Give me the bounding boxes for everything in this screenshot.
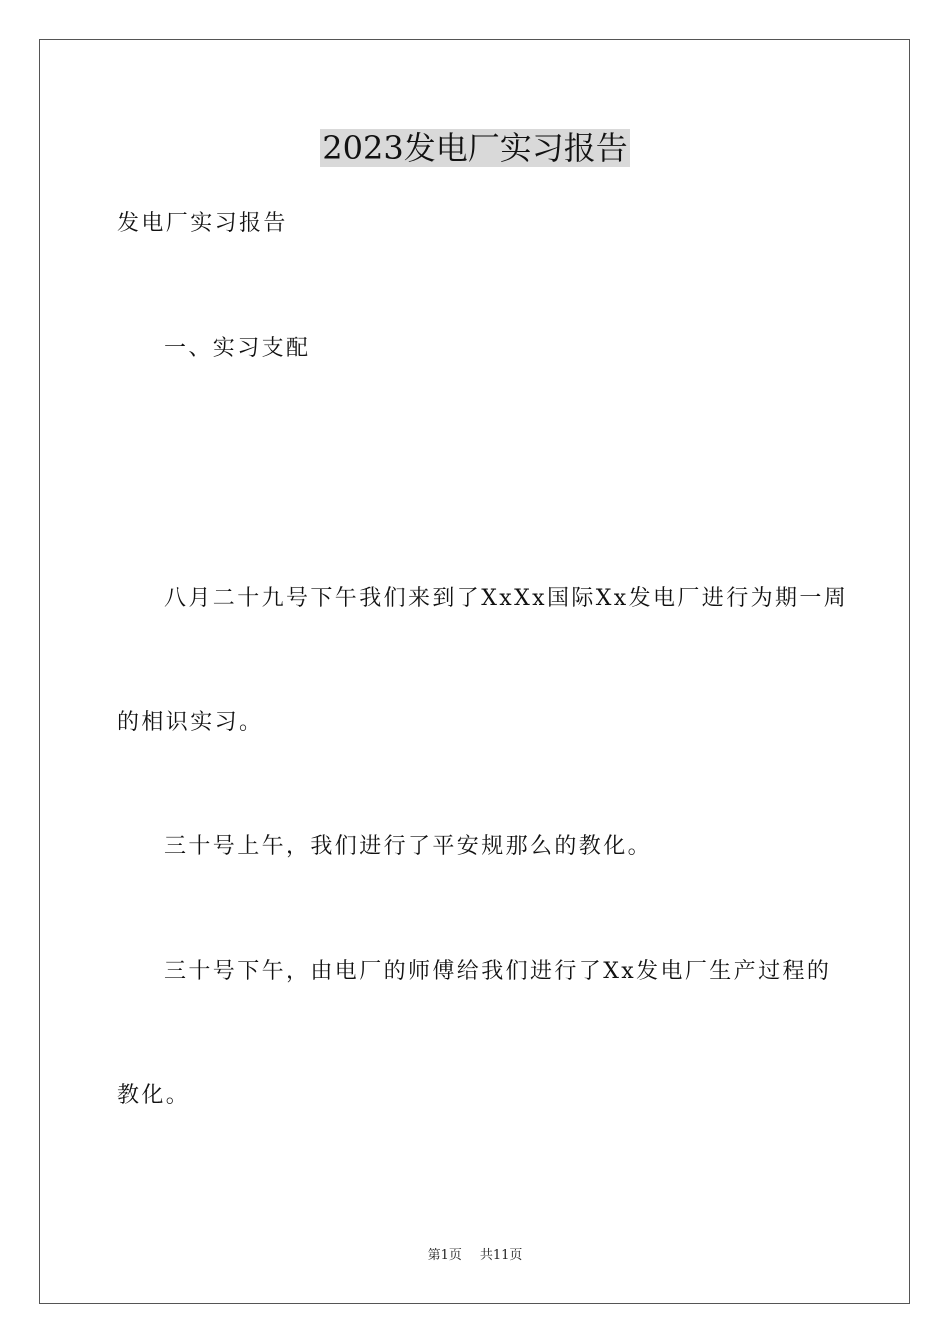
paragraph-2-line-1: 三十号上午，我们进行了平安规那么的教化。 [164, 834, 653, 859]
document-title [0, 128, 950, 168]
page-total: 共11页 [479, 1248, 523, 1263]
paragraph-3-line-2: 教化。 [117, 1083, 191, 1108]
document-title-text: 2023发电厂实习报告 [322, 129, 628, 167]
paragraph-1-line-1: 八月二十九号下午我们来到了XxXx国际Xx发电厂进行为期一周 [164, 586, 849, 611]
paragraph-3-line-1: 三十号下午，由电厂的师傅给我们进行了Xx发电厂生产过程的 [164, 959, 832, 984]
section-heading: 一、实习支配 [164, 336, 311, 361]
page-footer [0, 1247, 950, 1265]
paragraph-1-line-2: 的相识实习。 [117, 710, 264, 735]
document-subtitle: 发电厂实习报告 [117, 211, 288, 236]
page-number: 第1页 [427, 1248, 462, 1263]
